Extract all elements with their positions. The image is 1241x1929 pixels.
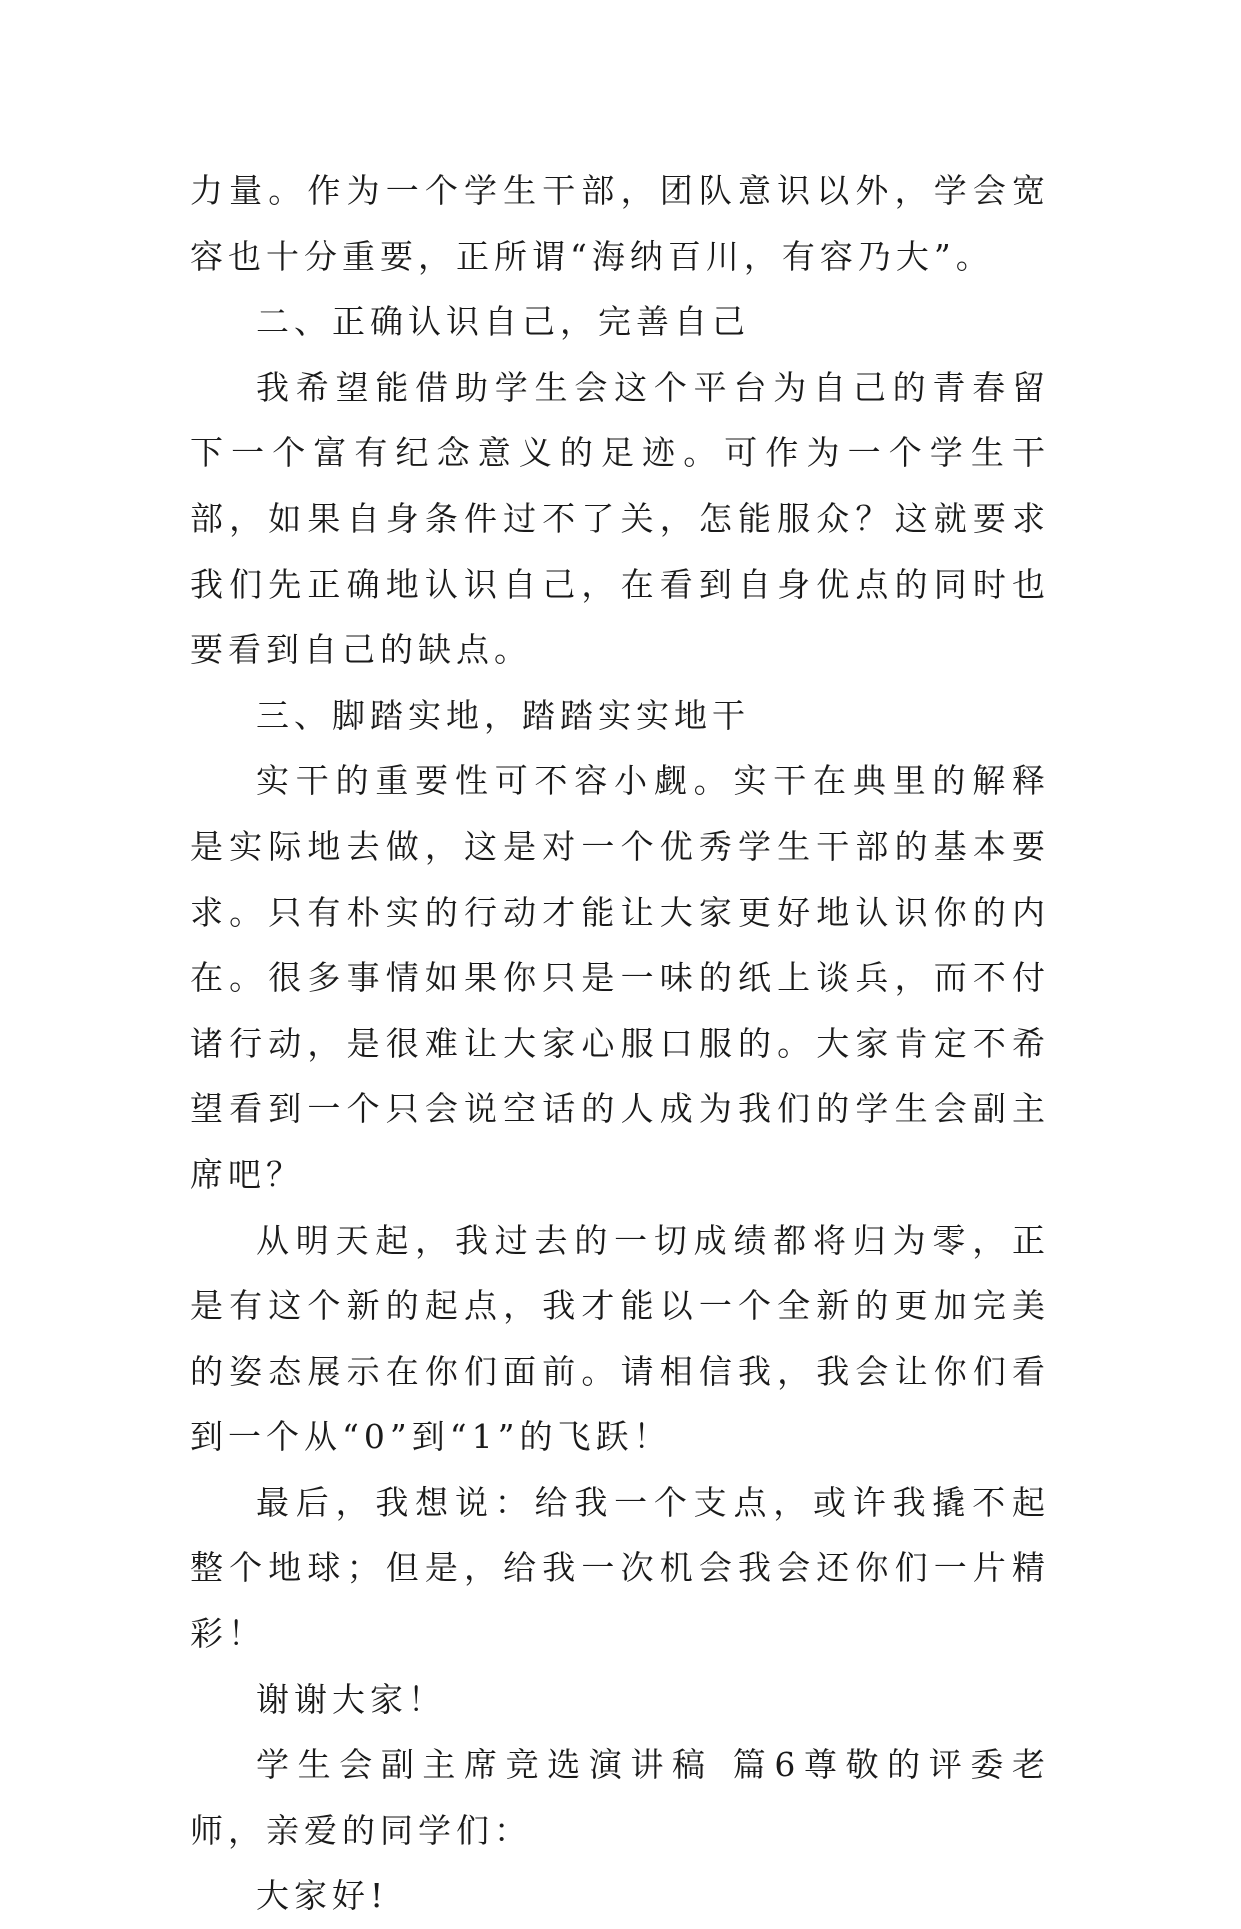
document-body xyxy=(190,158,1050,1929)
paragraph: 最后，我想说：给我一个支点，或许我撬不起整个地球；但是，给我一次机会我会还你们一片精彩！ xyxy=(190,1482,1050,1654)
paragraph: 力量。作为一个学生干部，团队意识以外，学会宽容也十分重要，正所谓“海纳百川，有容乃大”。 xyxy=(190,171,1050,276)
paragraph: 我希望能借助学生会这个平台为自己的青春留下一个富有纪念意义的足迹。可作为一个学生干部，如果自身条件过不了关，怎能服众？这就要求我们先正确地认识自己，在看到自身优点的同时也要看到自己的缺点。 xyxy=(190,367,1050,670)
paragraph: 实干的重要性可不容小觑。实干在典里的解释是实际地去做，这是对一个优秀学生干部的基本要求。只有朴实的行动才能让大家更好地认识你的内在。很多事情如果你只是一味的纸上谈兵，而不付诸行动，是很难让大家心服口服的。大家肯定不希望看到一个只会说空话的人成为我们的学生会副主席吧？ xyxy=(190,761,1050,1194)
section-heading: 三、脚踏实地，踏踏实实地干 xyxy=(256,695,750,735)
paragraph: 谢谢大家！ xyxy=(256,1679,446,1719)
paragraph: 从明天起，我过去的一切成绩都将归为零，正是有这个新的起点，我才能以一个全新的更加完美的姿态展示在你们面前。请相信我，我会让你们看到一个从“0”到“1”的飞跃！ xyxy=(190,1220,1050,1457)
paragraph: 学生会副主席竞选演讲稿 篇6尊敬的评委老师，亲爱的同学们： xyxy=(190,1745,1050,1850)
section-heading: 二、正确认识自己，完善自己 xyxy=(256,302,750,342)
paragraph: 大家好! xyxy=(256,1876,389,1916)
